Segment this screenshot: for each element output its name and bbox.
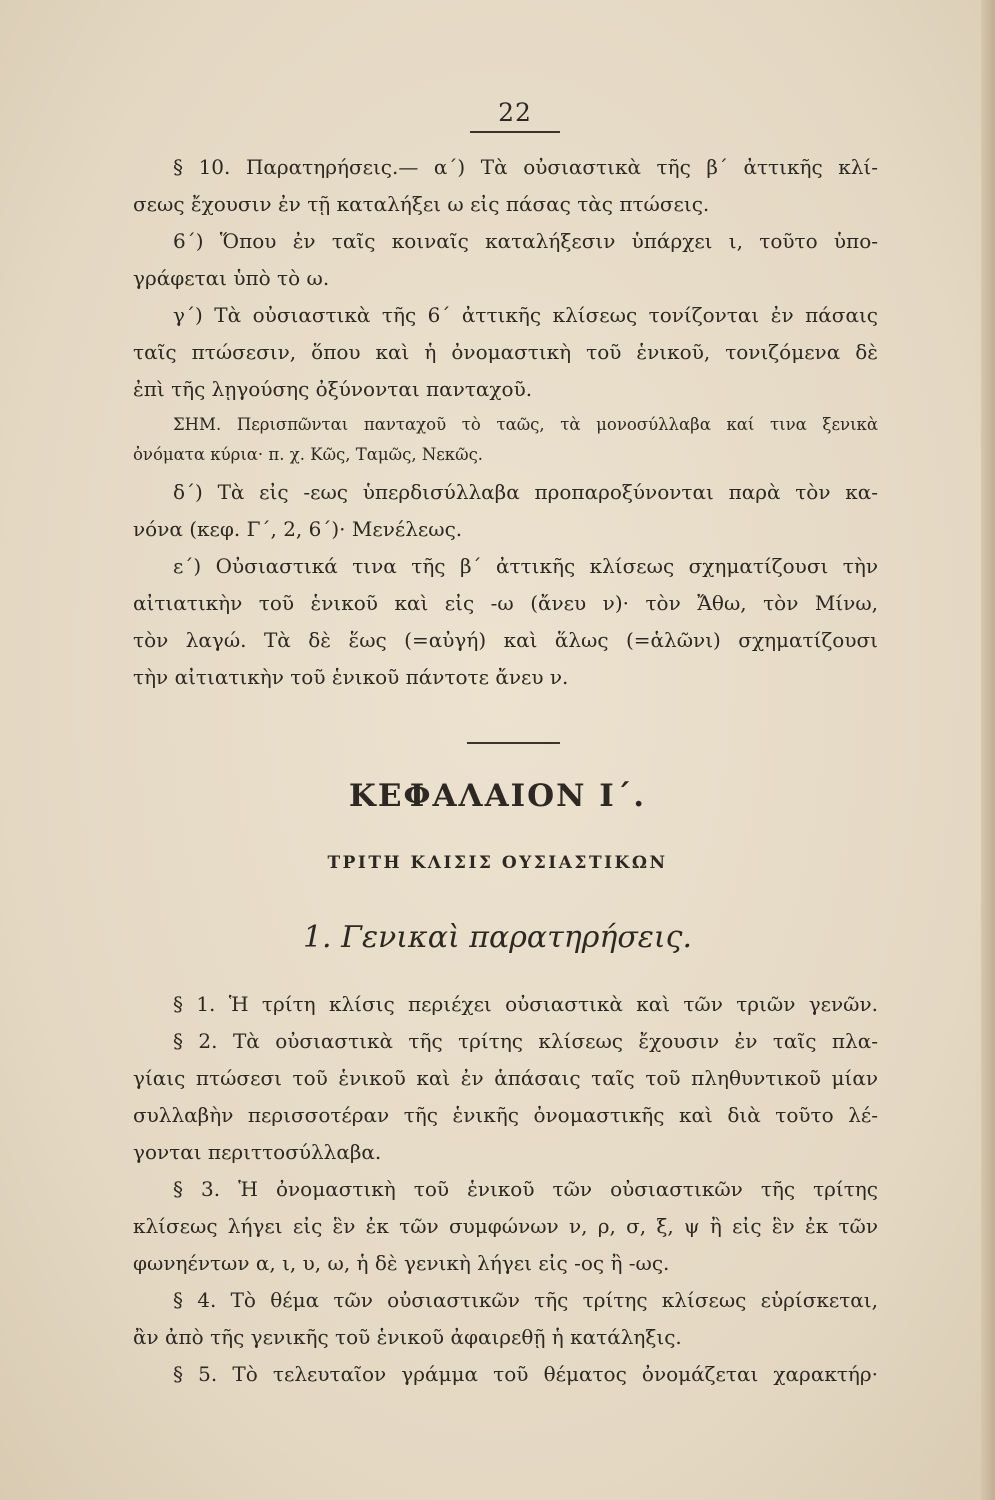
- text-line: γίαις πτώσεσι τοῦ ἑνικοῦ καὶ ἐν ἁπάσαις ταῖς τοῦ πληθυντικοῦ μίαν: [133, 1066, 878, 1090]
- text-line: § 4. Τὸ θέμα τῶν οὐσιαστικῶν τῆς τρίτης κλίσεως εὑρίσκεται,: [173, 1288, 878, 1312]
- text-line: τὸν λαγώ. Τὰ δὲ ἕως (=αὐγή) καὶ ἅλως (=ἁλῶνι) σχηματίζουσι: [133, 628, 878, 652]
- remark-b: [133, 223, 878, 297]
- text-line: § 3. Ἡ ὀνομαστικὴ τοῦ ἑνικοῦ τῶν οὐσιαστικῶν τῆς τρίτης: [173, 1177, 878, 1201]
- text-line: ταῖς πτώσεσιν, ὅπου καὶ ἡ ὀνομαστικὴ τοῦ ἑνικοῦ, τονιζόμενα δὲ: [133, 340, 878, 364]
- text-line: γονται περιττοσύλλαβα.: [133, 1140, 382, 1164]
- text-line: γ΄) Τὰ οὐσιαστικὰ τῆς 6΄ ἀττικῆς κλίσεως τονίζονται ἐν πάσαις: [173, 303, 878, 327]
- paragraph-4: [133, 1282, 878, 1356]
- text-line: ὀνόματα κύρια· π. χ. Κῶς, Ταμῶς, Νεκῶς.: [133, 445, 484, 464]
- text-line: κλίσεως λήγει εἰς ἓν ἐκ τῶν συμφώνων ν, ρ, σ, ξ, ψ ἢ εἰς ἓν ἐκ τῶν: [133, 1214, 878, 1238]
- text-line: γράφεται ὑπὸ τὸ ω.: [133, 266, 330, 290]
- text-line: νόνα (κεφ. Γ΄, 2, 6΄)· Μενέλεως.: [133, 517, 463, 541]
- general-remarks-block: [133, 986, 878, 1393]
- text-line: φωνηέντων α, ι, υ, ω, ἡ δὲ γενικὴ λήγει εἰς -ος ἢ -ως.: [133, 1251, 670, 1275]
- paragraph-5: [133, 1356, 878, 1393]
- paragraph-10: [133, 149, 878, 223]
- text-line: § 5. Τὸ τελευταῖον γράμμα τοῦ θέματος ὀνομάζεται χαρακτήρ·: [173, 1362, 878, 1386]
- note: [133, 408, 878, 474]
- paragraph-2: [133, 1023, 878, 1171]
- text-line: τὴν αἰτιατικὴν τοῦ ἑνικοῦ πάντοτε ἄνευ ν.: [133, 665, 569, 689]
- remark-d: [133, 474, 878, 548]
- paragraph-1: [133, 986, 878, 1023]
- page-number: 22: [498, 98, 532, 127]
- paragraph-3: [133, 1171, 878, 1282]
- text-line: αἰτιατικὴν τοῦ ἑνικοῦ καὶ εἰς -ω (ἄνευ ν)· τὸν Ἄθω, τὸν Μίνω,: [133, 591, 878, 615]
- page-number-rule: [470, 131, 560, 133]
- remarks-block: [133, 149, 878, 696]
- text-line: σεως ἔχουσιν ἐν τῇ καταλήξει ω εἰς πάσας τὰς πτώσεις.: [133, 192, 710, 216]
- text-line: 6΄) Ὅπου ἐν ταῖς κοιναῖς καταλήξεσιν ὑπάρχει ι, τοῦτο ὑπο-: [173, 229, 878, 253]
- section-separator: [467, 742, 560, 744]
- text-line: § 2. Τὰ οὐσιαστικὰ τῆς τρίτης κλίσεως ἔχουσιν ἐν ταῖς πλα-: [173, 1029, 878, 1053]
- remark-g: [133, 297, 878, 408]
- text-line: § 10. Παρατηρήσεις.— α΄) Τὰ οὐσιαστικὰ τῆς β΄ ἀττικῆς κλί-: [173, 155, 878, 179]
- remark-e: [133, 548, 878, 696]
- chapter-subtitle: ΤΡΙΤΗ ΚΛΙΣΙΣ ΟΥΣΙΑΣΤΙΚΩΝ: [327, 853, 668, 873]
- text-line: ΣΗΜ. Περισπῶνται πανταχοῦ τὸ ταῶς, τὰ μονοσύλλαβα καί τινα ξενικὰ: [173, 415, 878, 434]
- chapter-title: ΚΕΦΑΛΑΙΟΝ Ι΄.: [348, 778, 647, 814]
- text-line: ε΄) Οὐσιαστικά τινα τῆς β΄ ἀττικῆς κλίσεως σχηματίζουσι τὴν: [173, 554, 878, 578]
- page-edge: [981, 0, 995, 1500]
- section-heading: 1. Γενικαὶ παρατηρήσεις.: [302, 920, 693, 955]
- text-line: δ΄) Τὰ εἰς -εως ὑπερδισύλλαβα προπαροξύνονται παρὰ τὸν κα-: [173, 480, 878, 504]
- text-line: ἂν ἀπὸ τῆς γενικῆς τοῦ ἑνικοῦ ἀφαιρεθῇ ἡ κατάληξις.: [133, 1325, 682, 1349]
- text-line: § 1. Ἡ τρίτη κλίσις περιέχει οὐσιαστικὰ καὶ τῶν τριῶν γενῶν.: [173, 992, 878, 1016]
- text-line: συλλαβὴν περισσοτέραν τῆς ἑνικῆς ὀνομαστικῆς καὶ διὰ τοῦτο λέ-: [133, 1103, 878, 1127]
- text-line: ἐπὶ τῆς λῃγούσης ὀξύνονται πανταχοῦ.: [133, 377, 533, 401]
